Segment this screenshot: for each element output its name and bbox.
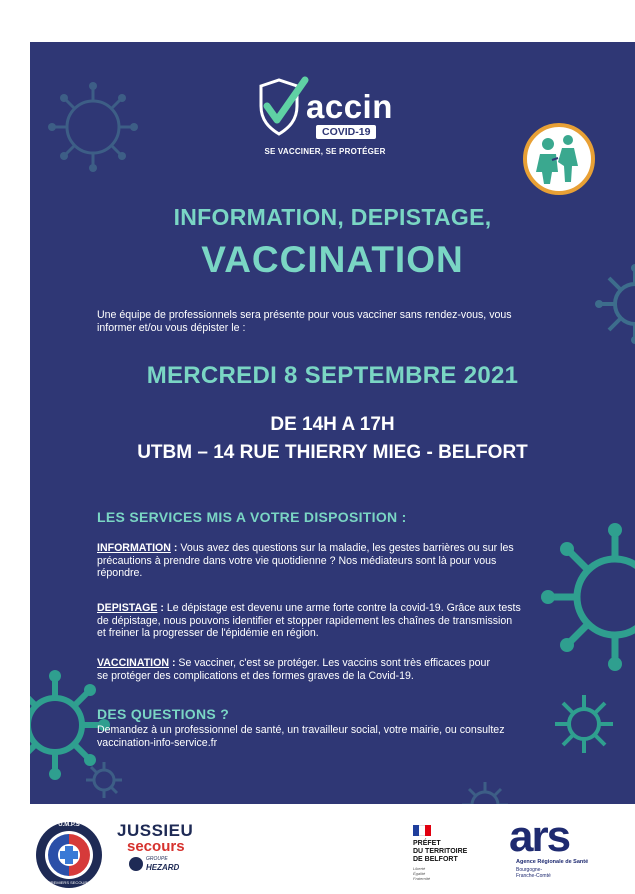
vaccination-people-icon <box>522 122 596 196</box>
vaccination-line2: se protéger des complications et des formes graves de la Covid-19. <box>97 669 414 682</box>
footer-logos <box>0 804 635 894</box>
depistage-line3: et freiner la progresser de l'épidémie en région. <box>97 627 319 640</box>
ars-region1: Bourgogne- <box>516 867 543 873</box>
jussieu-group2: HEZARD <box>146 863 180 872</box>
depistage-line2: de dépistage, nous pouvons identifier et stopper rapidement les chaînes de transmission <box>97 614 513 627</box>
covid-badge: COVID-19 <box>316 125 376 139</box>
information-line2: précautions à prendre dans votre vie quotidienne ? Nos médiateurs sont là pour vous <box>97 554 497 567</box>
logo-tagline: SE VACCINER, SE PROTÉGER <box>264 147 386 156</box>
prefet-line1: PRÉFET <box>413 840 441 847</box>
information-separator: : <box>170 542 181 554</box>
ars-logo: ars <box>509 812 570 861</box>
information-paragraph <box>97 542 577 580</box>
marianne-flag-icon <box>413 825 431 836</box>
vaccination-paragraph <box>97 657 577 682</box>
hezard-icon <box>129 857 143 871</box>
event-date: MERCREDI 8 SEPTEMBRE 2021 <box>146 362 519 389</box>
information-line3: répondre. <box>97 567 143 580</box>
jussieu-group1: GROUPE <box>146 856 168 862</box>
questions-line2: vaccination-info-service.fr <box>97 737 218 749</box>
intro-line1: Une équipe de professionnels sera présente pour vous vacciner sans rendez-vous, vous <box>97 309 512 321</box>
prefet-line2: DU TERRITOIRE <box>413 848 468 855</box>
ars-region2: Franche-Comté <box>516 873 551 879</box>
prefet-motto3: Fraternité <box>413 876 431 881</box>
virus-icon <box>460 780 510 804</box>
vaccination-separator: : <box>169 657 179 669</box>
vaccination-label: VACCINATION <box>97 657 169 669</box>
title-line1: INFORMATION, DEPISTAGE, <box>173 204 492 230</box>
shield-check-icon <box>251 76 311 138</box>
title-line2: VACCINATION <box>201 239 464 280</box>
information-label: INFORMATION <box>97 542 171 554</box>
depistage-line1: Le dépistage est devenu une arme forte contre la covid-19. Grâce aux tests <box>166 602 521 614</box>
event-location: UTBM – 14 RUE THIERRY MIEG - BELFORT <box>137 442 528 463</box>
depistage-separator: : <box>157 602 167 614</box>
intro-line2: informer et/ou vous dépister le : <box>97 322 246 334</box>
ars-agency: Agence Régionale de Santé <box>516 859 589 865</box>
questions-heading: DES QUESTIONS ? <box>97 706 230 722</box>
prefet-line3: DE BELFORT <box>413 856 458 863</box>
virus-icon <box>84 760 124 800</box>
jussieu-line2: secours <box>127 838 185 855</box>
questions-line1: Demandez à un professionnel de santé, un travailleur social, votre mairie, ou consultez <box>97 724 505 736</box>
umps-bottom-text: PREMIERS SECOURS <box>48 880 90 885</box>
virus-icon <box>552 692 616 756</box>
umps-top-text: U.M.P.S <box>58 822 80 828</box>
virus-icon <box>48 82 138 172</box>
vaccin-brand: accin <box>306 88 393 125</box>
poster <box>30 42 635 804</box>
depistage-paragraph <box>97 602 577 640</box>
prefet-motto2: Égalité <box>413 871 426 876</box>
services-heading: LES SERVICES MIS A VOTRE DISPOSITION : <box>97 509 407 525</box>
information-line1: Vous avez des questions sur la maladie, les gestes barrières ou sur les <box>180 542 514 554</box>
jussieu-line1: JUSSIEU <box>117 821 194 840</box>
vaccination-line1: Se vacciner, c'est se protéger. Les vaccins sont très efficaces pour <box>178 657 490 669</box>
event-time: DE 14H A 17H <box>270 414 395 435</box>
depistage-label: DEPISTAGE <box>97 602 158 614</box>
prefet-motto1: Liberté <box>413 866 426 871</box>
